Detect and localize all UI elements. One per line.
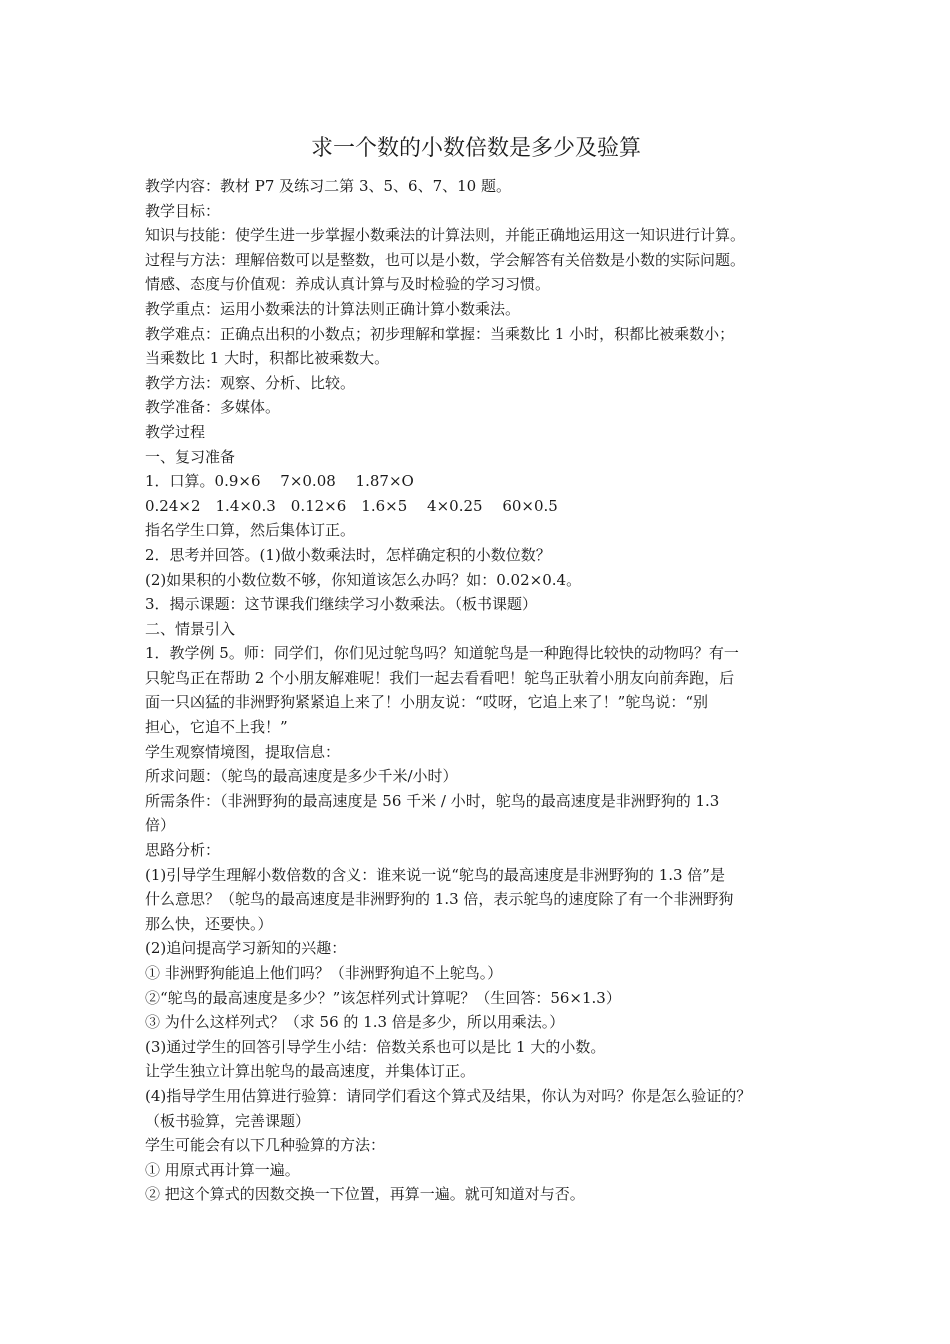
- text-line: 0.24×2 1.4×0.3 0.12×6 1.6×5 4×0.25 60×0.5: [145, 496, 558, 515]
- text-line: 只鸵鸟正在帮助 2 个小朋友解难呢！我们一起去看看吧！鸵鸟正驮着小朋友向前奔跑，后: [145, 668, 735, 687]
- text-line: (2)追问提高学习新知的兴趣：: [145, 939, 347, 958]
- text-line: 指名学生口算，然后集体订正。: [145, 521, 356, 540]
- text-line: ③ 为什么这样列式？（求 56 的 1.3 倍是多少，所以用乘法。）: [145, 1013, 565, 1032]
- text-line: 什么意思？（鸵鸟的最高速度是非洲野狗的 1.3 倍，表示鸵鸟的速度除了有一个非洲野狗: [145, 890, 734, 909]
- section-heading: 教学过程: [145, 422, 206, 441]
- section-heading: 二、情景引入: [145, 619, 236, 638]
- text-line: 那么快，还要快。）: [145, 914, 273, 933]
- text-line: 所求问题：（鸵鸟的最高速度是多少千米/小时）: [145, 767, 458, 786]
- text-line: 学生观察情境图，提取信息：: [145, 742, 341, 761]
- text-line: 倍）: [145, 816, 176, 835]
- text-line: 担心，它追不上我！”: [145, 718, 288, 737]
- text-line: 教学方法：观察、分析、比较。: [145, 373, 356, 392]
- text-line: (3)通过学生的回答引导学生小结：倍数关系也可以是比 1 大的小数。: [145, 1037, 606, 1056]
- text-line: 教学目标：: [145, 201, 221, 220]
- text-line: 2．思考并回答。(1)做小数乘法时，怎样确定积的小数位数？: [145, 545, 551, 564]
- text-line: 3．揭示课题：这节课我们继续学习小数乘法。（板书课题）: [145, 595, 538, 614]
- text-line: ② 把这个算式的因数交换一下位置，再算一遍。就可知道对与否。: [145, 1185, 585, 1204]
- text-line: 教学难点：正确点出积的小数点；初步理解和掌握：当乘数比 1 小时，积都比被乘数小；: [145, 324, 735, 343]
- text-line: 面一只凶猛的非洲野狗紧紧追上来了！小朋友说：“哎呀，它追上来了！”鸵鸟说：“别: [145, 693, 709, 712]
- document-title: 求一个数的小数倍数是多少及验算: [310, 136, 641, 161]
- text-line: 所需条件：（非洲野狗的最高速度是 56 千米 / 小时，鸵鸟的最高速度是非洲野狗的 1.3: [145, 791, 720, 810]
- text-line: 知识与技能：使学生进一步掌握小数乘法的计算法则，并能正确地运用这一知识进行计算。: [145, 226, 746, 245]
- text-line: ②“鸵鸟的最高速度是多少？”该怎样列式计算呢？（生回答：56×1.3）: [145, 988, 621, 1007]
- text-line: （板书验算，完善课题）: [145, 1111, 311, 1130]
- text-line: (1)引导学生理解小数倍数的含义：谁来说一说“鸵鸟的最高速度是非洲野狗的 1.3 倍”是: [145, 865, 725, 884]
- text-line: (4)指导学生用估算进行验算：请同学们看这个算式及结果，你认为对吗？你是怎么验证的？: [145, 1086, 752, 1105]
- text-line: 教学准备：多媒体。: [145, 398, 281, 417]
- text-line: 思路分析：: [145, 841, 221, 860]
- text-line: 1．口算。0.9×6 7×0.08 1.87×O: [145, 472, 414, 491]
- text-line: 当乘数比 1 大时，积都比被乘数大。: [145, 349, 390, 368]
- text-line: ① 用原式再计算一遍。: [145, 1160, 300, 1179]
- text-line: 学生可能会有以下几种验算的方法：: [145, 1136, 386, 1155]
- text-line: 1．教学例 5。师：同学们，你们见过鸵鸟吗？知道鸵鸟是一种跑得比较快的动物吗？有一: [145, 644, 739, 663]
- section-heading: 一、复习准备: [145, 447, 236, 466]
- text-line: (2)如果积的小数位数不够，你知道该怎么办吗？如：0.02×0.4。: [145, 570, 582, 589]
- text-line: 让学生独立计算出鸵鸟的最高速度，并集体订正。: [145, 1062, 476, 1081]
- text-line: ① 非洲野狗能追上他们吗？（非洲野狗追不上鸵鸟。）: [145, 964, 503, 982]
- text-line: 教学重点：运用小数乘法的计算法则正确计算小数乘法。: [145, 299, 521, 318]
- text-line: 过程与方法：理解倍数可以是整数，也可以是小数，学会解答有关倍数是小数的实际问题。: [145, 250, 746, 269]
- text-line: 情感、态度与价值观：养成认真计算与及时检验的学习习惯。: [145, 275, 551, 294]
- text-line: 教学内容：教材 P7 及练习二第 3、5、6、7、10 题。: [145, 177, 511, 195]
- document-body: [145, 174, 825, 1207]
